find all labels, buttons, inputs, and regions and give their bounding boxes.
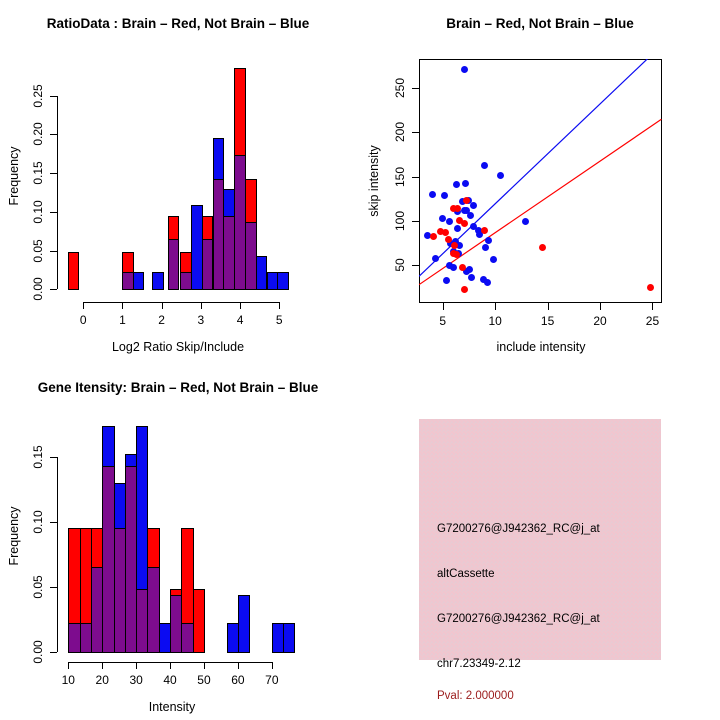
x-tick-label: 15	[540, 313, 555, 328]
x-tick-label: 20	[593, 313, 607, 328]
y-axis-tick	[50, 173, 57, 174]
hist-bar-top-segment	[245, 179, 257, 223]
hist-bar	[133, 272, 144, 290]
pval-line: Pval: 2.000000	[437, 690, 514, 702]
hist-bar-top-segment	[122, 252, 134, 273]
y-axis-line	[57, 96, 58, 290]
data-point-blue	[454, 225, 461, 232]
x-tick-label: 25	[645, 313, 660, 328]
data-point-blue	[463, 207, 470, 214]
data-point-blue	[429, 191, 436, 198]
y-axis-tick	[50, 587, 57, 588]
data-point-red	[481, 227, 488, 234]
data-point-blue	[450, 264, 457, 271]
y-tick-label: 0.15	[31, 445, 45, 469]
x-axis-tick	[495, 303, 496, 310]
hist-bar-top-segment	[168, 216, 179, 240]
x-tick-label: 0	[79, 312, 87, 327]
x-tick-label: 60	[231, 672, 245, 687]
data-point-red	[463, 197, 470, 204]
data-point-red	[430, 233, 437, 240]
y-axis-tick	[50, 289, 57, 290]
data-point-red	[445, 236, 452, 243]
event-info-panel	[360, 360, 720, 720]
hist-bar	[193, 589, 205, 653]
data-point-red	[461, 286, 468, 293]
x-tick-label: 5	[439, 313, 447, 328]
y-axis-tick	[50, 212, 57, 213]
y-tick-label: 100	[393, 210, 408, 231]
y-tick-label: 0.00	[31, 277, 45, 301]
data-point-blue	[490, 256, 497, 263]
y-tick-label: 250	[393, 78, 408, 99]
y-axis-tick	[412, 88, 419, 89]
x-tick-label: 10	[488, 313, 502, 328]
data-point-blue	[439, 215, 446, 222]
x-tick-label: 70	[265, 672, 279, 687]
y-tick-label: 0.05	[31, 575, 45, 599]
y-axis-tick	[50, 134, 57, 135]
y-axis-tick	[412, 265, 419, 266]
x-axis-tick	[600, 303, 601, 310]
data-point-red	[539, 244, 546, 251]
location-line: chr7.23349-2.12	[437, 658, 521, 670]
gene-histogram-ylabel: Frequency	[7, 506, 21, 566]
x-axis-tick	[272, 662, 273, 669]
hist-bar-top-segment	[202, 216, 213, 240]
x-axis-tick	[83, 302, 84, 309]
x-tick-label: 5	[275, 312, 283, 327]
y-tick-label: 0.20	[31, 122, 45, 147]
x-axis-tick	[122, 302, 123, 309]
data-point-blue	[482, 244, 489, 251]
x-axis-tick	[102, 662, 103, 669]
y-axis-line	[57, 457, 58, 652]
data-point-blue	[441, 192, 448, 199]
x-tick-label: 50	[197, 672, 211, 687]
hist-bar-top-segment	[147, 528, 160, 568]
y-axis-tick	[50, 457, 57, 458]
y-axis-tick	[50, 96, 57, 97]
x-axis-tick	[136, 662, 137, 669]
gene-histogram-xlabel: Intensity	[148, 700, 196, 714]
data-point-red	[451, 242, 458, 249]
y-tick-label: 0.00	[31, 640, 45, 664]
hist-bar	[283, 623, 295, 653]
x-axis-tick	[548, 303, 549, 310]
probe-id-line-2: G7200276@J942362_RC@j_at	[437, 613, 600, 625]
x-tick-label: 20	[95, 672, 109, 687]
hist-bar	[238, 595, 250, 653]
x-axis-tick	[238, 662, 239, 669]
y-tick-label: 0.10	[31, 510, 45, 534]
y-axis-tick	[412, 177, 419, 178]
data-point-red	[442, 229, 449, 236]
probe-id-line: G7200276@J942362_RC@j_at	[437, 523, 600, 535]
x-tick-label: 10	[61, 672, 75, 687]
hist-bar	[152, 272, 164, 290]
data-point-blue	[484, 279, 491, 286]
y-axis-tick	[50, 522, 57, 523]
y-tick-label: 0.25	[31, 84, 45, 108]
ratio-histogram-panel	[0, 0, 360, 360]
x-axis-tick	[170, 662, 171, 669]
scatter-ylabel: skip intensity	[367, 145, 381, 217]
x-axis-line	[83, 302, 279, 303]
hist-bar	[68, 252, 79, 290]
data-point-blue	[462, 180, 469, 187]
data-point-red	[461, 220, 468, 227]
x-tick-label: 1	[119, 312, 126, 327]
intensity-scatter-panel	[360, 0, 720, 360]
x-axis-tick	[201, 302, 202, 309]
y-tick-label: 200	[393, 122, 408, 143]
hist-bar-overlap-segment	[202, 239, 213, 290]
data-point-blue	[485, 237, 492, 244]
data-point-red	[454, 205, 461, 212]
x-tick-label: 40	[163, 672, 177, 687]
y-axis-tick	[50, 251, 57, 252]
data-point-blue	[481, 162, 488, 169]
hist-bar-top-segment	[234, 68, 246, 156]
ratio-histogram-xlabel: Log2 Ratio Skip/Include	[111, 340, 245, 354]
scatter-title: Brain – Red, Not Brain – Blue	[446, 16, 634, 31]
x-axis-tick	[68, 662, 69, 669]
event-type-line: altCassette	[437, 568, 495, 580]
hist-bar	[277, 272, 289, 290]
hist-bar-overlap-segment	[168, 239, 179, 290]
x-axis-tick	[240, 302, 241, 309]
y-tick-label: 0.05	[31, 238, 45, 263]
x-axis-tick	[162, 302, 163, 309]
data-point-blue	[432, 255, 439, 262]
hist-bar-top-segment	[102, 426, 115, 467]
ratio-histogram-ylabel: Frequency	[7, 146, 21, 206]
data-point-blue	[470, 202, 477, 209]
y-tick-label: 0.10	[31, 200, 45, 224]
data-point-blue	[461, 66, 468, 73]
y-axis-tick	[412, 221, 419, 222]
gene-histogram-title: Gene Itensity: Brain – Red, Not Brain – Blue	[37, 380, 319, 395]
x-axis-tick	[652, 303, 653, 310]
data-point-red	[459, 264, 466, 271]
hist-bar	[256, 256, 267, 290]
data-point-red	[647, 284, 654, 291]
data-point-blue	[443, 277, 450, 284]
x-axis-tick	[279, 302, 280, 309]
x-tick-label: 2	[158, 312, 165, 327]
x-axis-tick	[443, 303, 444, 310]
data-point-red	[453, 251, 460, 258]
data-point-blue	[453, 181, 460, 188]
data-point-blue	[446, 218, 453, 225]
x-tick-label: 30	[129, 672, 143, 687]
y-tick-label: 150	[393, 166, 408, 187]
scatter-xlabel: include intensity	[496, 340, 586, 354]
data-point-blue	[497, 172, 504, 179]
ratio-histogram-title: RatioData : Brain – Red, Not Brain – Blue	[46, 16, 310, 31]
y-tick-label: 50	[393, 258, 408, 272]
hist-bar-top-segment	[213, 138, 224, 180]
x-axis-tick	[204, 662, 205, 669]
data-point-blue	[468, 274, 475, 281]
y-axis-tick	[50, 652, 57, 653]
y-axis-tick	[412, 132, 419, 133]
y-tick-label: 0.15	[31, 161, 45, 185]
brain-fit-line	[419, 120, 661, 285]
event-info-card	[419, 419, 661, 702]
x-tick-label: 3	[197, 312, 205, 327]
data-point-blue	[522, 218, 529, 225]
x-tick-label: 4	[236, 312, 244, 327]
gene-intensity-histogram-panel	[0, 360, 360, 720]
